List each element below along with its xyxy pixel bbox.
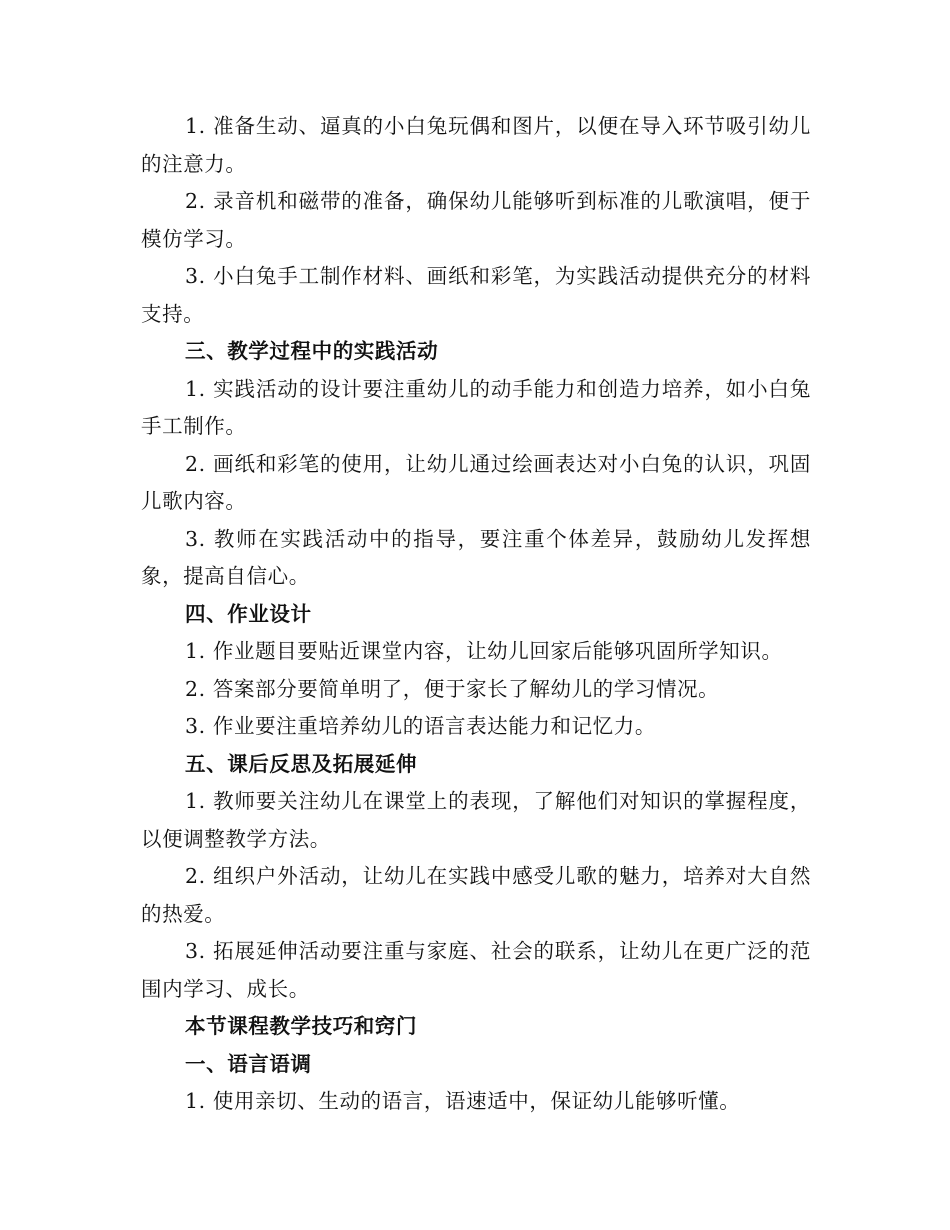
paragraph-prep-3: 3. 小白兔手工制作材料、画纸和彩笔，为实践活动提供充分的材料支持。 — [141, 264, 811, 326]
paragraph-reflection-1: 1. 教师要关注幼儿在课堂上的表现，了解他们对知识的掌握程度，以便调整教学方法。 — [141, 789, 811, 851]
paragraph-homework-2: 2. 答案部分要简单明了，便于家长了解幼儿的学习情况。 — [185, 676, 720, 701]
paragraph-practice-1: 1. 实践活动的设计要注重幼儿的动手能力和创造力培养，如小白兔手工制作。 — [141, 376, 811, 438]
section-heading-practice: 三、教学过程中的实践活动 — [185, 339, 439, 363]
section-heading-language: 一、语言语调 — [185, 1051, 312, 1076]
paragraph-reflection-2: 2. 组织户外活动，让幼儿在实践中感受儿歌的魅力，培养对大自然的热爱。 — [141, 864, 811, 926]
paragraph-practice-3: 3. 教师在实践活动中的指导，要注重个体差异，鼓励幼儿发挥想象，提高自信心。 — [141, 526, 811, 588]
paragraph-language-1: 1. 使用亲切、生动的语言，语速适中，保证幼儿能够听懂。 — [185, 1089, 741, 1113]
paragraph-prep-1: 1. 准备生动、逼真的小白兔玩偶和图片，以便在导入环节吸引幼儿的注意力。 — [141, 114, 811, 176]
paragraph-reflection-3: 3. 拓展延伸活动要注重与家庭、社会的联系，让幼儿在更广泛的范围内学习、成长。 — [141, 939, 811, 1001]
paragraph-homework-1: 1. 作业题目要贴近课堂内容，让幼儿回家后能够巩固所学知识。 — [185, 639, 783, 663]
paragraph-prep-2: 2. 录音机和磁带的准备，确保幼儿能够听到标准的儿歌演唱，便于模仿学习。 — [141, 189, 811, 251]
section-heading-homework: 四、作业设计 — [185, 601, 312, 626]
paragraph-practice-2: 2. 画纸和彩笔的使用，让幼儿通过绘画表达对小白兔的认识，巩固儿歌内容。 — [141, 451, 811, 513]
section-heading-reflection: 五、课后反思及拓展延伸 — [185, 751, 418, 776]
section-heading-tips: 本节课程教学技巧和窍门 — [185, 1014, 418, 1038]
document-body — [141, 108, 811, 1121]
paragraph-homework-3: 3. 作业要注重培养幼儿的语言表达能力和记忆力。 — [185, 714, 656, 738]
